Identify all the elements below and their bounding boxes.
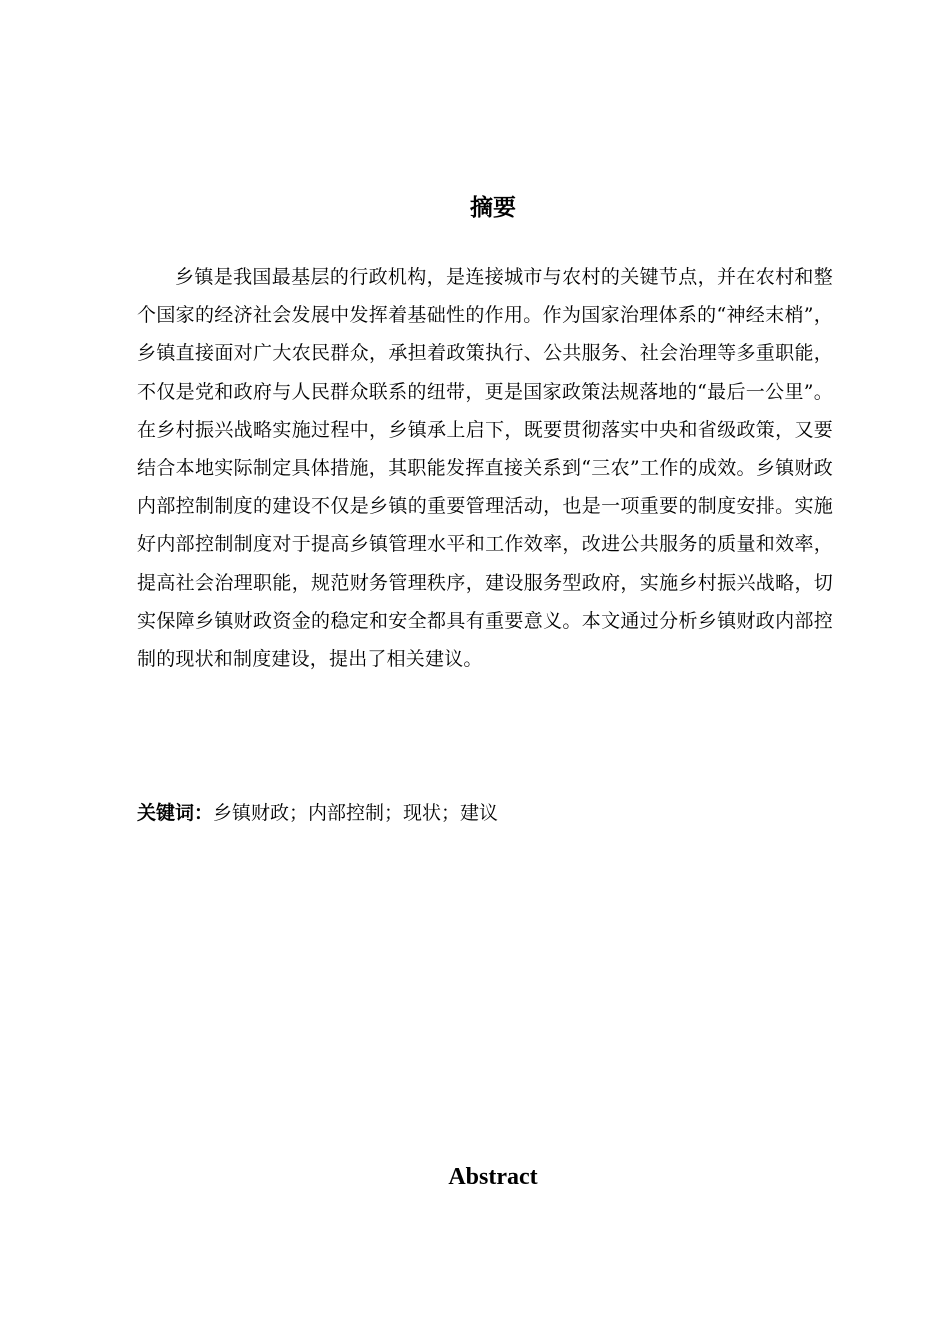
chinese-abstract-title: 摘要 (470, 195, 516, 221)
chinese-abstract-body: 乡镇是我国最基层的行政机构，是连接城市与农村的关键节点，并在农村和整个国家的经济社会发展中发挥着基础性的作用。作为国家治理体系的“神经末梢”，乡镇直接面对广大农民群众，承担着政策执行、公共服务、社会治理等多重职能，不仅是党和政府与人民群众联系的纽带，更是国家政策法规落地的“最后一公里”。在乡村振兴战略实施过程中，乡镇承上启下，既要贯彻落实中央和省级政策，又要结合本地实际制定具体措施，其职能发挥直接关系到“三农”工作的成效。乡镇财政内部控制制度的建设不仅是乡镇的重要管理活动，也是一项重要的制度安排。实施好内部控制制度对于提高乡镇管理水平和工作效率，改进公共服务的质量和效率，提高社会治理职能，规范财务管理秩序，建设服务型政府，实施乡村振兴战略，切实保障乡镇财政资金的稳定和安全都具有重要意义。本文通过分析乡镇财政内部控制的现状和制度建设，提出了相关建议。 (137, 266, 833, 671)
keywords-value: 乡镇财政；内部控制；现状；建议 (213, 802, 499, 824)
keywords-line (137, 794, 833, 832)
english-abstract-title: Abstract (448, 1164, 538, 1190)
keywords-label: 关键词： (137, 802, 214, 824)
